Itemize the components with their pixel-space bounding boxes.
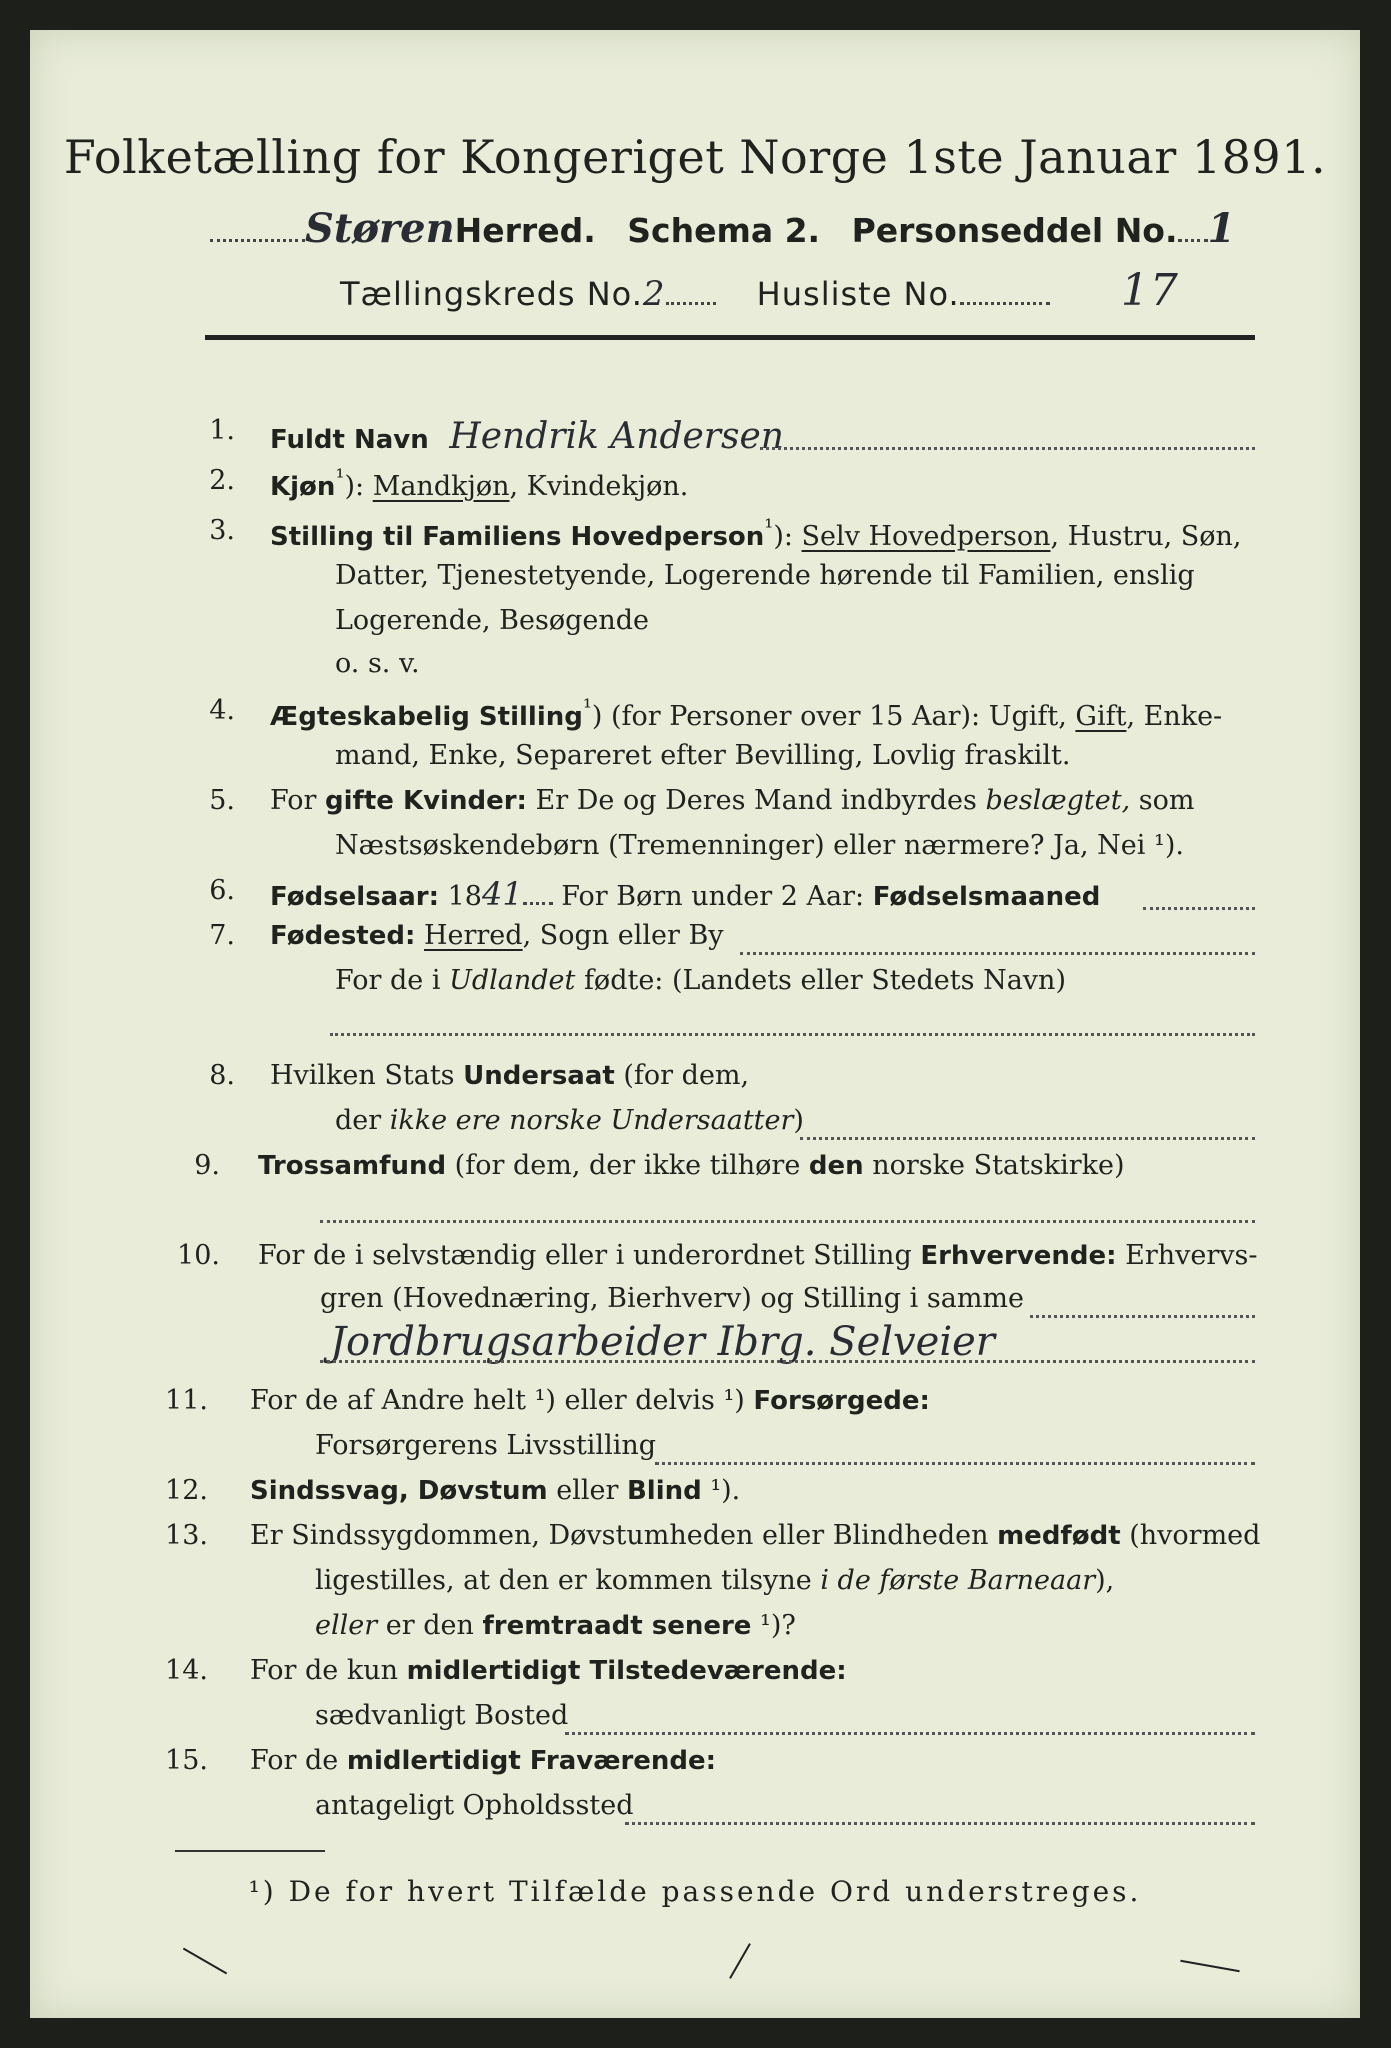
- item-number: 7.: [209, 920, 235, 951]
- schema-label: Schema 2.: [627, 211, 821, 250]
- temporary-absent-label: midlertidigt Fraværende:: [346, 1746, 717, 1776]
- text: eller: [315, 1610, 378, 1641]
- supported-label: Forsørgede:: [753, 1386, 930, 1416]
- position-line-2: Datter, Tjenestetyende, Logerende hørende til Familien, enslig: [335, 560, 1195, 591]
- dotted-line: [330, 1033, 1255, 1036]
- birthplace-label: Fødested:: [270, 921, 416, 951]
- item-9-religion: [258, 1150, 1125, 1182]
- text: er den: [377, 1610, 483, 1641]
- item-10-occupation: [258, 1240, 1258, 1272]
- birth-year-value: 41: [481, 875, 523, 913]
- position-option-head: Selv Hovedperson: [801, 521, 1051, 552]
- birth-year-prefix: 18: [439, 881, 482, 912]
- full-name-value: Hendrik Andersen: [449, 416, 784, 457]
- item-number: 8.: [209, 1060, 235, 1091]
- item-number: 4.: [209, 695, 235, 726]
- marital-text-2: , Enke-: [1126, 701, 1223, 732]
- herred-line: [210, 205, 1235, 252]
- item-number: 13.: [165, 1520, 208, 1551]
- census-form-page: [30, 30, 1360, 2018]
- dotted-line: [320, 1360, 1255, 1363]
- item-4-marital: [270, 695, 1222, 733]
- footnote-ref: ¹: [335, 465, 345, 491]
- item-number: 2.: [209, 465, 235, 496]
- text: ¹)?: [751, 1610, 796, 1641]
- item-15-temporary-absent: [250, 1745, 716, 1777]
- marital-line-2: mand, Enke, Separeret efter Bevilling, Lovlig fraskilt.: [335, 740, 1071, 771]
- birth-year-label: Fødselsaar:: [270, 882, 439, 912]
- non-norwegian-text: ikke ere norske Undersaatter: [389, 1105, 794, 1136]
- married-women-label: gifte Kvinder:: [325, 786, 527, 816]
- gender-paren: ):: [344, 471, 373, 502]
- birth-month-label: Fødselsmaaned: [872, 882, 1101, 912]
- religion-label: Trossamfund: [258, 1151, 447, 1181]
- item-14-temporary-present: [250, 1655, 847, 1687]
- blind-label: Blind: [626, 1476, 702, 1506]
- form-title: Folketælling for Kongeriget Norge 1ste Januar 1891.: [63, 130, 1327, 184]
- kreds-line: [340, 265, 1179, 316]
- birthplace-option-herred: Herred: [423, 920, 523, 951]
- occupation-value: Jordbrugsarbeider Ibrg. Selveier: [330, 1319, 995, 1365]
- item-2-gender: [270, 465, 688, 503]
- text: norske Statskirke): [863, 1150, 1125, 1181]
- text: Hvilken Stats: [270, 1060, 464, 1091]
- abroad-word: Udlandet: [449, 965, 576, 996]
- dotted-line: [565, 1732, 1255, 1735]
- text: For: [270, 785, 326, 816]
- gender-label: Kjøn: [270, 472, 336, 502]
- text: (hvormed: [1120, 1520, 1261, 1551]
- text: ),: [1095, 1565, 1115, 1596]
- temporary-absent-line-2: antageligt Opholdssted: [315, 1790, 634, 1821]
- footnote-ref: ¹: [582, 695, 592, 721]
- text: For de i: [335, 965, 450, 996]
- text: Er Sindssygdommen, Døvstumheden eller Blindheden: [250, 1520, 998, 1551]
- text: For de kun: [250, 1655, 407, 1686]
- text: (for dem,: [614, 1060, 750, 1091]
- dotted-line: [1143, 907, 1255, 910]
- item-12-disability: [250, 1475, 740, 1507]
- dotted-line: [760, 447, 1255, 450]
- temporary-present-label: midlertidigt Tilstedeværende:: [406, 1656, 847, 1686]
- personseddel-value: 1: [1207, 205, 1236, 252]
- herred-label: Herred.: [454, 211, 596, 250]
- text: For de: [250, 1745, 347, 1776]
- item-1-full-name: [270, 415, 784, 458]
- position-line-3: Logerende, Besøgende: [335, 605, 649, 636]
- item-number: 9.: [194, 1150, 220, 1181]
- husliste-label: Husliste No.: [756, 275, 960, 313]
- item-number: 15.: [165, 1745, 208, 1776]
- text: fødte: (Landets eller Stedets Navn): [575, 965, 1066, 996]
- text: For Børn under 2 Aar:: [552, 881, 873, 912]
- item-number: 3.: [209, 515, 235, 546]
- item-number: 10.: [177, 1240, 220, 1271]
- dotted-line: [1030, 1315, 1255, 1318]
- marital-option-married: Gift: [1075, 701, 1127, 732]
- pencil-mark: [183, 1948, 227, 1975]
- gender-option-female: , Kvindekjøn.: [509, 471, 689, 502]
- text: ): [793, 1105, 804, 1136]
- gender-option-male: Mandkjøn: [372, 471, 510, 502]
- kreds-label: Tællingskreds No.: [340, 275, 643, 313]
- item-number: 5.: [209, 785, 235, 816]
- text: (for dem, der ikke tilhøre: [446, 1150, 809, 1181]
- position-line1-rest: , Hustru, Søn,: [1050, 521, 1242, 552]
- husliste-value: 17: [1120, 265, 1179, 316]
- marital-label: Ægteskabelig Stilling: [270, 702, 583, 732]
- herred-value: Støren: [305, 205, 455, 252]
- footnote: ¹) De for hvert Tilfælde passende Ord understreges.: [248, 1875, 1142, 1908]
- item-number: 11.: [165, 1385, 208, 1416]
- text: ¹).: [701, 1475, 741, 1506]
- text: ligestilles, at den er kommen tilsyne: [315, 1565, 821, 1596]
- item-7-birthplace: [270, 920, 724, 952]
- related-word: beslægtet,: [985, 785, 1131, 816]
- marital-text: ) (for Personer over 15 Aar): Ugift,: [591, 701, 1076, 732]
- citizenship-line-2: [335, 1105, 804, 1137]
- text: den: [808, 1151, 864, 1181]
- position-label: Stilling til Familiens Hovedperson: [270, 522, 765, 552]
- item-8-citizenship: [270, 1060, 749, 1092]
- disability-label: Sindssvag, Døvstum: [250, 1476, 548, 1506]
- position-line-4: o. s. v.: [335, 648, 420, 679]
- married-women-line-2: Næstsøskendebørn (Tremenninger) eller nærmere? Ja, Nei ¹).: [335, 830, 1184, 861]
- item-3-position: [270, 515, 1241, 553]
- congenital-line-2: [315, 1565, 1114, 1597]
- occupation-line-2: gren (Hovednæring, Bierhverv) og Stilling i samme: [320, 1283, 1025, 1314]
- dotted-line: [320, 1220, 1255, 1223]
- personseddel-label: Personseddel No.: [851, 211, 1178, 250]
- item-number: 6.: [209, 875, 235, 906]
- position-paren: ):: [773, 521, 802, 552]
- citizenship-label: Undersaat: [463, 1061, 615, 1091]
- occupation-label: Erhvervende:: [920, 1241, 1117, 1271]
- item-number: 1.: [209, 415, 235, 446]
- text: , Sogn eller By: [522, 920, 724, 951]
- text: der: [335, 1105, 390, 1136]
- full-name-label: Fuldt Navn: [270, 425, 429, 455]
- footnote-ref: ¹: [764, 515, 774, 541]
- pencil-mark: [729, 1943, 751, 1979]
- temporary-present-line-2: sædvanligt Bosted: [315, 1700, 569, 1731]
- kreds-value: 2: [642, 274, 666, 314]
- text: Er De og Deres Mand indbyrdes: [526, 785, 986, 816]
- text: i de første Barneaar: [820, 1565, 1096, 1596]
- footnote-rule: [175, 1850, 325, 1852]
- text: fremtraadt senere: [482, 1611, 752, 1641]
- text: eller: [547, 1475, 627, 1506]
- item-11-supported: [250, 1385, 930, 1417]
- text: For de af Andre helt ¹) eller delvis ¹): [250, 1385, 754, 1416]
- item-number: 12.: [165, 1475, 208, 1506]
- congenital-line-3: [315, 1610, 796, 1642]
- supported-line-2: Forsørgerens Livsstilling: [315, 1430, 657, 1461]
- item-6-birth-year: [270, 875, 1100, 913]
- dotted-line: [740, 952, 1255, 955]
- congenital-label: medfødt: [997, 1521, 1121, 1551]
- dotted-line: [655, 1462, 1255, 1465]
- dotted-line: [800, 1137, 1255, 1140]
- pencil-mark: [1180, 1960, 1239, 1972]
- item-13-congenital: [250, 1520, 1260, 1552]
- birthplace-line-2: [335, 965, 1066, 997]
- item-number: 14.: [165, 1655, 208, 1686]
- text: For de i selvstændig eller i underordnet Stilling: [258, 1240, 921, 1271]
- text: som: [1130, 785, 1195, 816]
- text: Erhvervs-: [1116, 1240, 1258, 1271]
- dotted-line: [625, 1822, 1255, 1825]
- item-5-married-women: [270, 785, 1194, 817]
- header-rule: [205, 335, 1255, 340]
